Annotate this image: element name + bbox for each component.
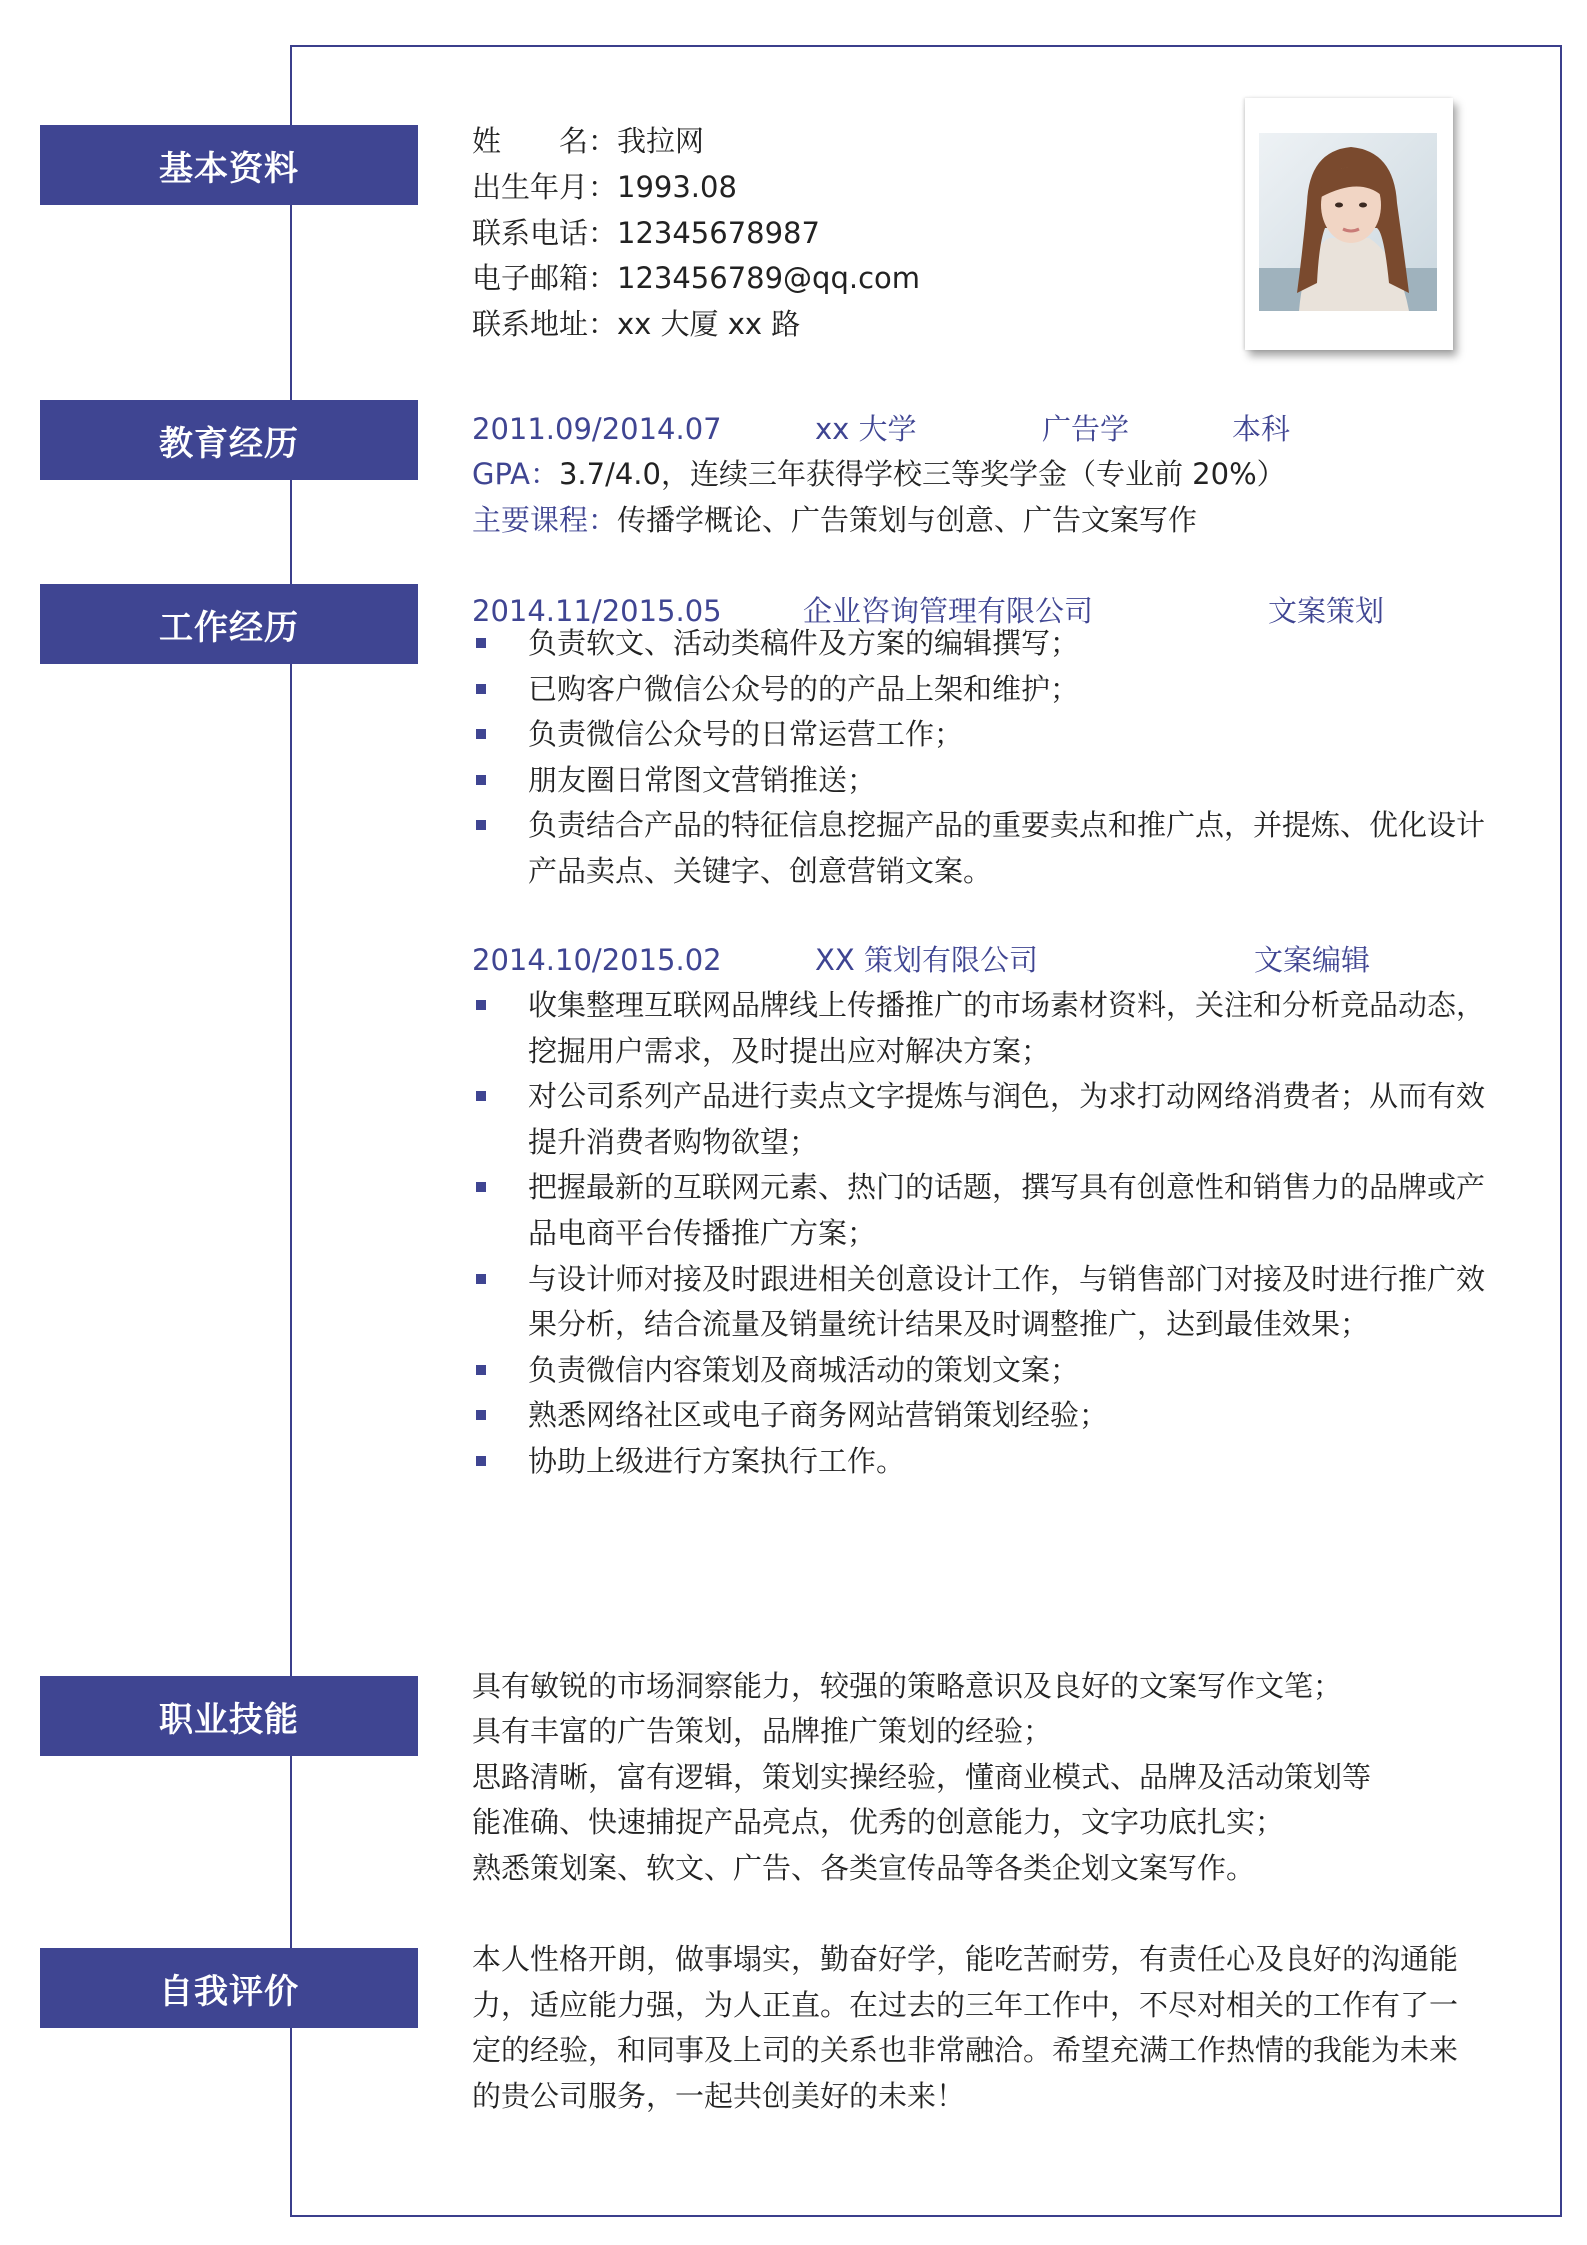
job2-item: 熟悉网络社区或电子商务网站营销策划经验；	[528, 1398, 1109, 1432]
job2-title: 文案编辑	[1254, 943, 1371, 977]
job2-item-cont: 果分析，结合流量及销量统计结果及时调整推广，达到最佳效果；	[528, 1307, 1370, 1341]
section-label-self: 自我评价	[40, 1948, 418, 2028]
section-label-basic: 基本资料	[40, 125, 418, 205]
basic-email: 电子邮箱：123456789@qq.com	[472, 261, 921, 295]
page-frame	[290, 45, 1562, 2217]
bullet	[476, 1410, 486, 1420]
bullet	[476, 1182, 486, 1192]
bullet	[476, 684, 486, 694]
job2-item: 负责微信内容策划及商城活动的策划文案；	[528, 1353, 1080, 1387]
job2-item-cont: 品电商平台传播推广方案；	[528, 1216, 877, 1250]
edu-major: 广告学	[1042, 412, 1130, 446]
self-eval-line: 定的经验，和同事及上司的关系也非常融洽。希望充满工作热情的我能为未来	[472, 2033, 1459, 2067]
bullet	[476, 1274, 486, 1284]
job1-item: 负责结合产品的特征信息挖掘产品的重要卖点和推广点，并提炼、优化设计	[528, 808, 1486, 842]
skill-line: 思路清晰，富有逻辑，策划实操经验，懂商业模式、品牌及活动策划等	[472, 1760, 1372, 1794]
bullet	[476, 1456, 486, 1466]
job1-item-cont: 产品卖点、关键字、创意营销文案。	[528, 854, 993, 888]
job2-item: 对公司系列产品进行卖点文字提炼与润色，为求打动网络消费者；从而有效	[528, 1079, 1486, 1113]
skill-line: 具有丰富的广告策划，品牌推广策划的经验；	[472, 1714, 1053, 1748]
job1-period: 2014.11/2015.05	[472, 594, 722, 628]
job2-item-cont: 提升消费者购物欲望；	[528, 1125, 819, 1159]
job1-item: 朋友圈日常图文营销推送；	[528, 763, 877, 797]
edu-gpa: GPA：3.7/4.0，连续三年获得学校三等奖学金（专业前 20%）	[472, 457, 1286, 491]
basic-phone: 联系电话：12345678987	[472, 216, 820, 250]
job1-item: 已购客户微信公众号的的产品上架和维护；	[528, 672, 1080, 706]
job1-company: 企业咨询管理有限公司	[803, 594, 1094, 628]
skill-line: 具有敏锐的市场洞察能力，较强的策略意识及良好的文案写作文笔；	[472, 1669, 1343, 1703]
job1-item: 负责软文、活动类稿件及方案的编辑撰写；	[528, 626, 1080, 660]
job2-item: 协助上级进行方案执行工作。	[528, 1444, 906, 1478]
job2-company: XX 策划有限公司	[815, 943, 1038, 977]
profile-photo-frame	[1245, 98, 1453, 350]
bullet	[476, 1091, 486, 1101]
self-eval-line: 本人性格开朗，做事塌实，勤奋好学，能吃苦耐劳，有责任心及良好的沟通能	[472, 1942, 1459, 1976]
bullet	[476, 775, 486, 785]
section-label-skills: 职业技能	[40, 1676, 418, 1756]
bullet	[476, 1000, 486, 1010]
edu-courses: 主要课程：传播学概论、广告策划与创意、广告文案写作	[472, 503, 1198, 537]
edu-degree: 本科	[1232, 412, 1291, 446]
basic-address: 联系地址：xx 大厦 xx 路	[472, 307, 801, 341]
job2-item: 把握最新的互联网元素、热门的话题，撰写具有创意性和销售力的品牌或产	[528, 1170, 1486, 1204]
self-eval-line: 力，适应能力强，为人正直。在过去的三年工作中，不尽对相关的工作有了一	[472, 1988, 1459, 2022]
basic-name: 姓 名：我拉网	[472, 124, 705, 158]
job2-item: 收集整理互联网品牌线上传播推广的市场素材资料，关注和分析竞品动态，	[528, 988, 1486, 1022]
self-eval-line: 的贵公司服务，一起共创美好的未来！	[472, 2079, 966, 2113]
bullet	[476, 1365, 486, 1375]
bullet	[476, 820, 486, 830]
bullet	[476, 729, 486, 739]
edu-school: xx 大学	[815, 412, 917, 446]
skill-line: 熟悉策划案、软文、广告、各类宣传品等各类企划文案写作。	[472, 1851, 1256, 1885]
basic-birth: 出生年月：1993.08	[472, 170, 737, 204]
profile-photo	[1259, 133, 1437, 311]
section-label-education: 教育经历	[40, 400, 418, 480]
job1-title: 文案策划	[1268, 594, 1385, 628]
job2-period: 2014.10/2015.02	[472, 943, 722, 977]
edu-period: 2011.09/2014.07	[472, 412, 722, 446]
section-label-work: 工作经历	[40, 584, 418, 664]
job1-item: 负责微信公众号的日常运营工作；	[528, 717, 964, 751]
skill-line: 能准确、快速捕捉产品亮点，优秀的创意能力，文字功底扎实；	[472, 1805, 1285, 1839]
bullet	[476, 638, 486, 648]
job2-item-cont: 挖掘用户需求，及时提出应对解决方案；	[528, 1034, 1051, 1068]
job2-item: 与设计师对接及时跟进相关创意设计工作，与销售部门对接及时进行推广效	[528, 1262, 1486, 1296]
